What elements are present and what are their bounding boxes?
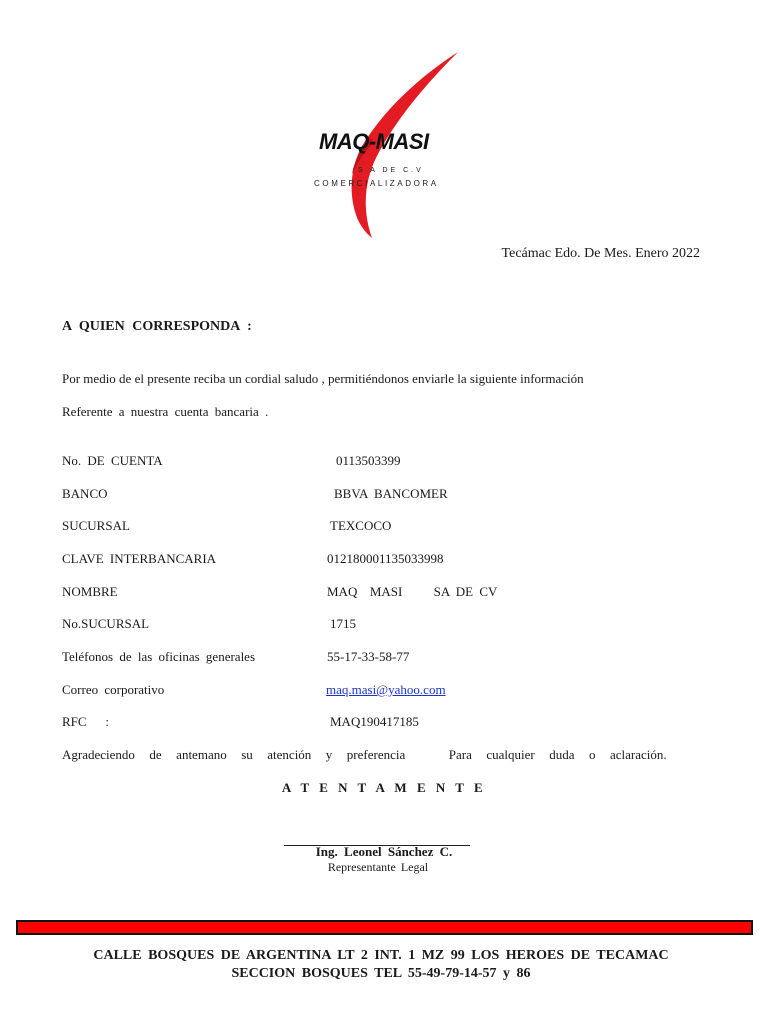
- footer-red-bar: [16, 920, 753, 935]
- footer-address: [0, 947, 762, 983]
- signatory-name: Ing. Leonel Sánchez C.: [315, 844, 453, 859]
- rfc-value: MAQ190417185: [330, 714, 419, 729]
- bank-label: BANCO: [62, 486, 108, 501]
- account-number-label: No. DE CUENTA: [62, 453, 163, 468]
- name-label: NOMBRE: [62, 584, 118, 599]
- branch-number-value: 1715: [330, 616, 356, 631]
- closing-paragraph: Agradeciendo de antemano su atención y preferencia Para cualquier duda o aclaración.: [62, 747, 667, 762]
- branch-value: TEXCOCO: [330, 518, 392, 533]
- signatory-role: Representante Legal: [327, 860, 429, 874]
- footer-line-2: SECCION BOSQUES TEL 55-49-79-14-57 y 86: [231, 966, 531, 981]
- intro-paragraph-1: Por medio de el presente reciba un cordial saludo , permitiéndonos enviarle la siguiente información: [62, 371, 584, 386]
- phone-value: 55-17-33-58-77: [327, 649, 410, 664]
- clabe-value: 012180001135033998: [327, 551, 444, 566]
- phone-label: Teléfonos de las oficinas generales: [62, 649, 256, 664]
- name-value: MAQ MASI SA DE CV: [327, 584, 498, 599]
- branch-label: SUCURSAL: [62, 518, 130, 533]
- salutation: A QUIEN CORRESPONDA :: [62, 319, 252, 334]
- logo-legal-form: S A DE C.V: [358, 167, 424, 174]
- logo-tagline: COMERCIALIZADORA: [314, 179, 439, 188]
- date-line: Tecámac Edo. De Mes. Enero 2022: [501, 246, 700, 261]
- closing-salutation: A T E N T A M E N T E: [281, 780, 487, 795]
- branch-number-label: No.SUCURSAL: [62, 616, 150, 631]
- clabe-label: CLAVE INTERBANCARIA: [62, 551, 217, 566]
- account-number-value: 0113503399: [336, 453, 401, 468]
- footer-line-1: CALLE BOSQUES DE ARGENTINA LT 2 INT. 1 MZ 99 LOS HEROES DE TECAMAC: [93, 948, 669, 963]
- intro-paragraph-2: Referente a nuestra cuenta bancaria .: [62, 404, 269, 419]
- email-label: Correo corporativo: [62, 682, 165, 697]
- email-link[interactable]: maq.masi@yahoo.com: [326, 682, 446, 697]
- bank-value: BBVA BANCOMER: [334, 486, 448, 501]
- rfc-label: RFC :: [62, 714, 109, 729]
- logo-name: MAQ-MASI: [319, 129, 429, 154]
- company-logo: [300, 50, 470, 240]
